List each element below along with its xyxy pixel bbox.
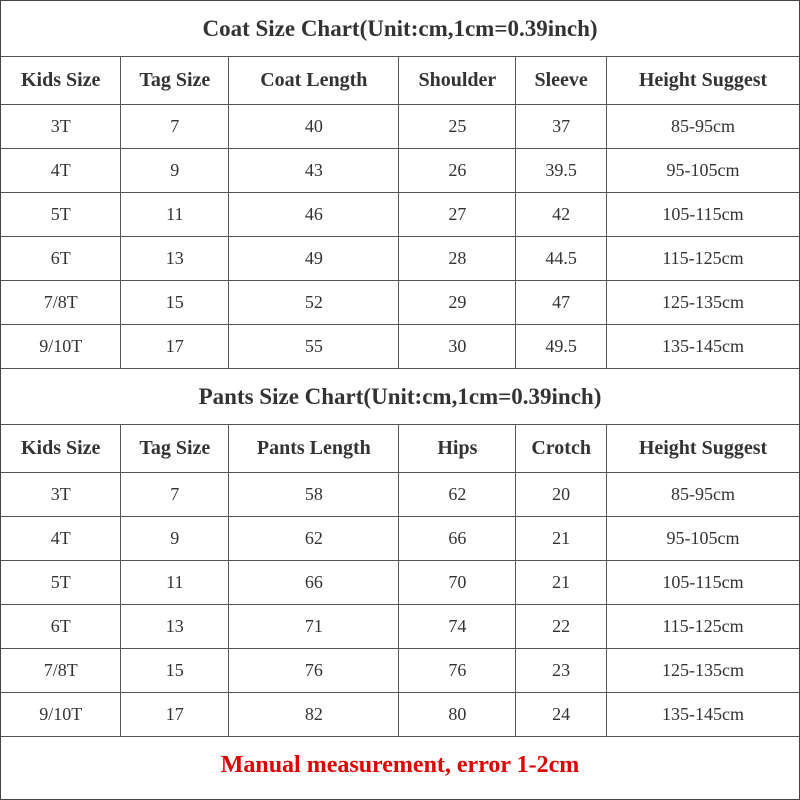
table-row [1,561,799,605]
pants-cell: 66 [399,517,516,561]
table-row [1,693,799,737]
coat-cell: 95-105cm [606,149,799,193]
coat-cell: 47 [516,281,607,325]
pants-cell: 115-125cm [606,605,799,649]
coat-cell: 46 [229,193,399,237]
pants-column-header: Tag Size [121,425,229,473]
pants-cell: 7/8T [1,649,121,693]
size-chart-table [1,1,799,793]
coat-cell: 4T [1,149,121,193]
pants-cell: 82 [229,693,399,737]
pants-column-header: Pants Length [229,425,399,473]
table-row [1,649,799,693]
coat-chart-title: Coat Size Chart(Unit:cm,1cm=0.39inch) [1,1,799,57]
coat-cell: 7 [121,105,229,149]
pants-cell: 20 [516,473,607,517]
pants-cell: 3T [1,473,121,517]
coat-cell: 40 [229,105,399,149]
coat-cell: 37 [516,105,607,149]
pants-title-row [1,369,799,425]
coat-cell: 125-135cm [606,281,799,325]
table-row [1,281,799,325]
table-row [1,473,799,517]
pants-cell: 71 [229,605,399,649]
coat-cell: 5T [1,193,121,237]
pants-cell: 105-115cm [606,561,799,605]
coat-cell: 52 [229,281,399,325]
coat-cell: 43 [229,149,399,193]
table-row [1,237,799,281]
table-row [1,605,799,649]
coat-cell: 7/8T [1,281,121,325]
coat-cell: 25 [399,105,516,149]
pants-cell: 23 [516,649,607,693]
coat-cell: 13 [121,237,229,281]
table-row [1,105,799,149]
coat-cell: 28 [399,237,516,281]
coat-cell: 105-115cm [606,193,799,237]
coat-cell: 135-145cm [606,325,799,369]
pants-cell: 62 [399,473,516,517]
coat-column-header: Kids Size [1,57,121,105]
coat-cell: 26 [399,149,516,193]
size-chart-body [1,1,799,793]
coat-title-row [1,1,799,57]
pants-header-row [1,425,799,473]
coat-column-header: Height Suggest [606,57,799,105]
coat-column-header: Sleeve [516,57,607,105]
coat-cell: 49 [229,237,399,281]
pants-cell: 70 [399,561,516,605]
coat-cell: 15 [121,281,229,325]
coat-cell: 29 [399,281,516,325]
pants-cell: 22 [516,605,607,649]
footer-row [1,737,799,794]
pants-cell: 66 [229,561,399,605]
coat-column-header: Shoulder [399,57,516,105]
measurement-note: Manual measurement, error 1-2cm [1,737,799,794]
pants-cell: 125-135cm [606,649,799,693]
pants-cell: 74 [399,605,516,649]
coat-cell: 11 [121,193,229,237]
coat-cell: 30 [399,325,516,369]
pants-column-header: Hips [399,425,516,473]
coat-column-header: Tag Size [121,57,229,105]
coat-cell: 55 [229,325,399,369]
pants-cell: 76 [399,649,516,693]
pants-cell: 4T [1,517,121,561]
coat-cell: 42 [516,193,607,237]
pants-cell: 24 [516,693,607,737]
table-row [1,193,799,237]
pants-column-header: Kids Size [1,425,121,473]
pants-cell: 21 [516,517,607,561]
pants-cell: 21 [516,561,607,605]
pants-cell: 95-105cm [606,517,799,561]
coat-header-row [1,57,799,105]
coat-cell: 6T [1,237,121,281]
coat-cell: 3T [1,105,121,149]
pants-cell: 7 [121,473,229,517]
pants-cell: 5T [1,561,121,605]
table-row [1,517,799,561]
table-row [1,149,799,193]
pants-chart-title: Pants Size Chart(Unit:cm,1cm=0.39inch) [1,369,799,425]
pants-cell: 58 [229,473,399,517]
coat-cell: 44.5 [516,237,607,281]
pants-column-header: Height Suggest [606,425,799,473]
coat-cell: 39.5 [516,149,607,193]
pants-cell: 62 [229,517,399,561]
coat-cell: 115-125cm [606,237,799,281]
pants-cell: 11 [121,561,229,605]
pants-cell: 9 [121,517,229,561]
table-row [1,325,799,369]
coat-cell: 9/10T [1,325,121,369]
coat-column-header: Coat Length [229,57,399,105]
pants-cell: 15 [121,649,229,693]
pants-cell: 9/10T [1,693,121,737]
pants-cell: 80 [399,693,516,737]
pants-cell: 76 [229,649,399,693]
coat-cell: 9 [121,149,229,193]
pants-cell: 6T [1,605,121,649]
coat-cell: 27 [399,193,516,237]
coat-cell: 17 [121,325,229,369]
pants-cell: 85-95cm [606,473,799,517]
coat-cell: 85-95cm [606,105,799,149]
pants-cell: 17 [121,693,229,737]
pants-column-header: Crotch [516,425,607,473]
pants-cell: 135-145cm [606,693,799,737]
coat-cell: 49.5 [516,325,607,369]
pants-cell: 13 [121,605,229,649]
